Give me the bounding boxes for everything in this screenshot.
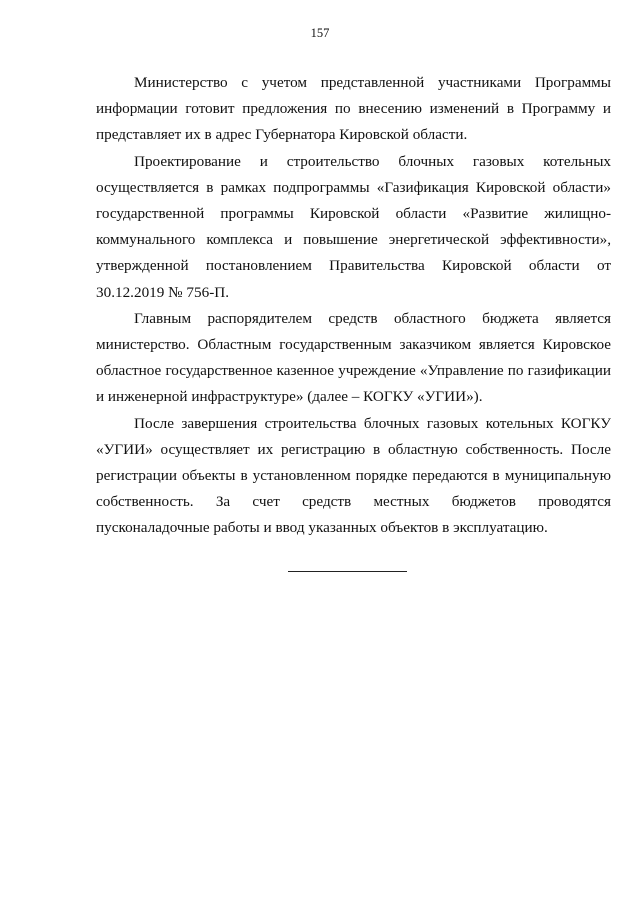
paragraph-program-changes: Министерство с учетом представленной участниками Программы информации готовит предложения по внесению изменений в Программу и представляет их в адрес Губернатора Кировской области. <box>96 74 611 144</box>
page-number: 157 <box>310 26 330 40</box>
paragraph-boiler-construction: Проектирование и строительство блочных газовых котельных осуществляется в рамках подпрограммы «Газификация Кировской области» государственной программы Кировской области «Развитие жилищно-коммунального комплекса и повышение энергетической эффективности», утвержденной постановлением Правительства Кировской области от 30.12.2019 № 756-П. <box>96 152 611 301</box>
paragraph-registration: После завершения строительства блочных газовых котельных КОГКУ «УГИИ» осуществляет их регистрацию в областную собственность. После регистрации объекты в установленном порядке передаются в муниципальную собственность. За счет средств местных бюджетов проводятся пусконаладочные работы и ввод указанных объектов в эксплуатацию. <box>96 414 611 537</box>
end-separator-line <box>288 571 407 572</box>
document-body <box>96 70 611 542</box>
paragraph-budget-administrator: Главным распорядителем средств областного бюджета является министерство. Областным государственным заказчиком является Кировское областное государственное казенное учреждение «Управление по газификации и инженерной инфраструктуре» (далее – КОГКУ «УГИИ»). <box>96 309 611 406</box>
